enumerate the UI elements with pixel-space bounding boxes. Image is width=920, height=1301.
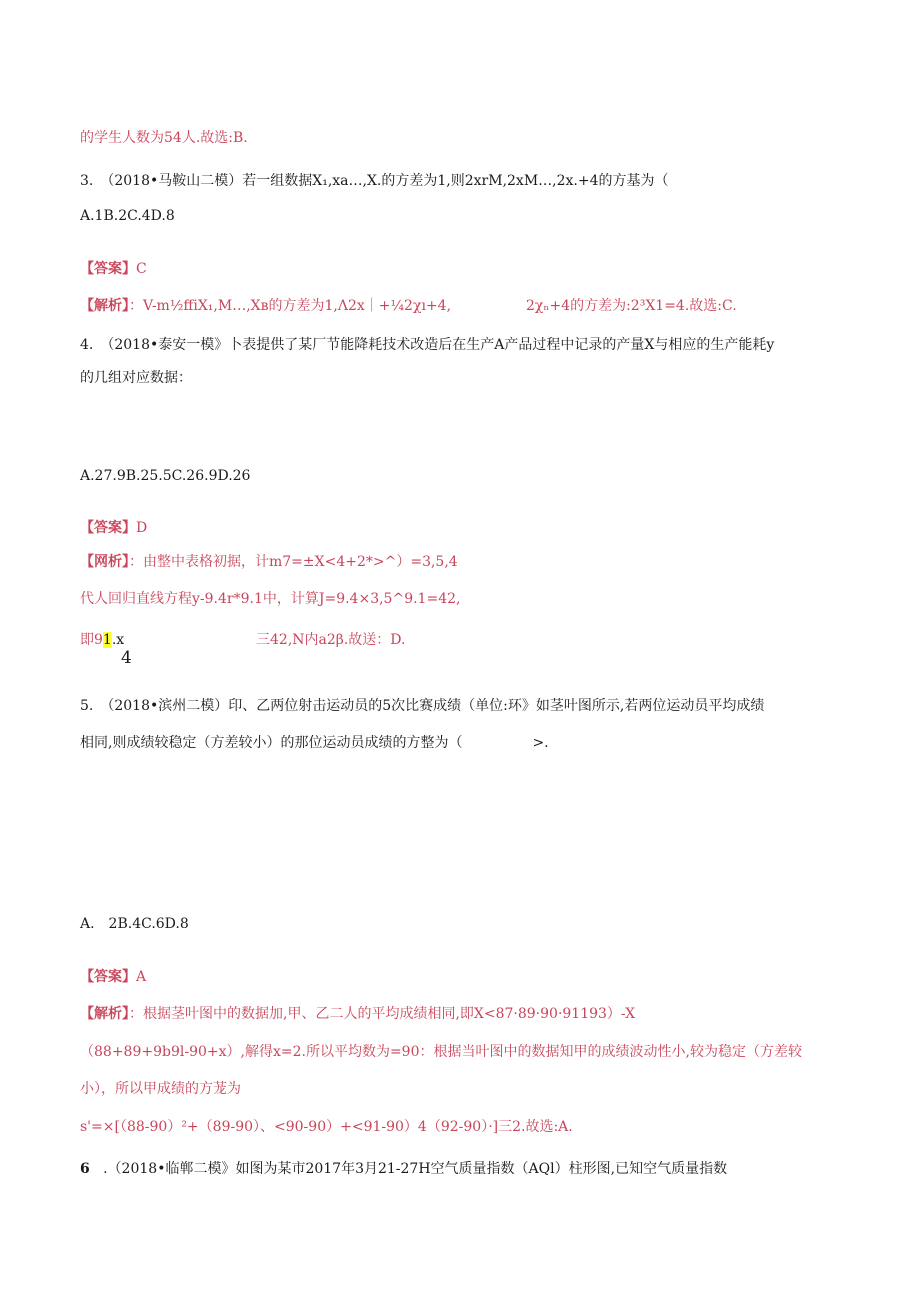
question-3-explanation	[80, 296, 451, 316]
line-prev-answer-end: 的学生人数为54人.故选:B.	[80, 130, 248, 146]
explanation-text-a: ：V-m½ffiX₁,M…,Xʙ的方差为1,Λ2x｜+¼2χı+4,	[129, 298, 452, 314]
question-5-explanation-c: 小），所以甲成绩的方茏为	[80, 1081, 241, 1097]
explanation-label: 【网析】	[80, 554, 129, 570]
question-3-answer	[80, 259, 147, 279]
question-5: 5. （2018•滨州二模）印、乙两位射击运动员的5次比赛成绩（单位:环》如茎叶图所示,若两位运动员平均成绩	[80, 698, 765, 714]
answer-label: 【答案】	[80, 969, 136, 985]
question-5-answer	[80, 967, 146, 987]
question-5-explanation-b: （88+89+9b9l-90+x）,解得x=2.所以平均数为=90：根据当叶图中的数据知甲的成绩波动性小,较为稳定（方差较	[80, 1044, 802, 1060]
question-4: 4. （2018•泰安一模》卜表提供了某厂节能降耗技术改造后在生产A产品过程中记录的产量X与相应的生产能耗y	[80, 337, 775, 353]
explanation-text-a: ：根据茎叶图中的数据加,甲、乙二人的平均成绩相同,即X<87·89·90·91193）-X	[129, 1006, 636, 1022]
answer-label: 【答案】	[80, 520, 136, 536]
question-5-continuation: 相同,则成绩较稳定（方差较小）的那位运动员成绩的方整为（ >.	[80, 735, 549, 751]
question-4-explanation-c3: 三42,N内a2β.故送：D.	[256, 632, 406, 648]
question-4-answer	[80, 518, 147, 538]
answer-value: C	[136, 261, 147, 277]
question-3-options: A.1B.2C.4D.8	[80, 208, 175, 224]
question-5-explanation	[80, 1004, 635, 1024]
question-5-options: A. 2B.4C.6D.8	[80, 916, 189, 932]
question-4-explanation-b: 代人回归直线方程y-9.4r*9.1中，计算J=9.4×3,5^9.1=42,	[80, 591, 461, 607]
question-4-explanation-c	[80, 630, 124, 650]
question-4-options: A.27.9B.25.5C.26.9D.26	[80, 468, 251, 484]
question-4-explanation-subscript: 4	[121, 648, 132, 668]
explanation-text-a: ：由整中表格初据，计m7=±X<4+2*>^）=3,5,4	[129, 554, 458, 570]
explanation-label: 【解析】	[80, 298, 129, 314]
question-3-explanation-tail: 2χₙ+4的方差为:2³X1=4.故选:C.	[526, 298, 737, 314]
question-4-continuation: 的几组对应数据：	[80, 370, 192, 386]
question-6	[80, 1159, 727, 1179]
question-text: .（2018•临郸二模》如图为某市2017年3月21-27H空气质量指数（AQl）柱形图,已知空气质量指数	[103, 1161, 728, 1177]
highlighted-digit: 1	[102, 632, 112, 648]
answer-value: A	[136, 969, 147, 985]
answer-value: D	[136, 520, 148, 536]
answer-label: 【答案】	[80, 261, 136, 277]
explanation-label: 【解析】	[80, 1006, 129, 1022]
explanation-text-c2: .x	[111, 632, 125, 648]
question-4-explanation	[80, 552, 458, 572]
question-number: 6	[80, 1161, 90, 1177]
question-3: 3. （2018•马鞍山二模）若一组数据X₁,xa…,X.的方差为1,则2xrM,2xM…,2x.+4的方基为（	[80, 173, 669, 189]
question-5-explanation-d: s'=×[（88-90）²+（89-90）、<90-90）+<91-90）4（92-90）·]三2.故选:A.	[80, 1119, 573, 1135]
explanation-text-c1: 即9	[80, 632, 103, 648]
